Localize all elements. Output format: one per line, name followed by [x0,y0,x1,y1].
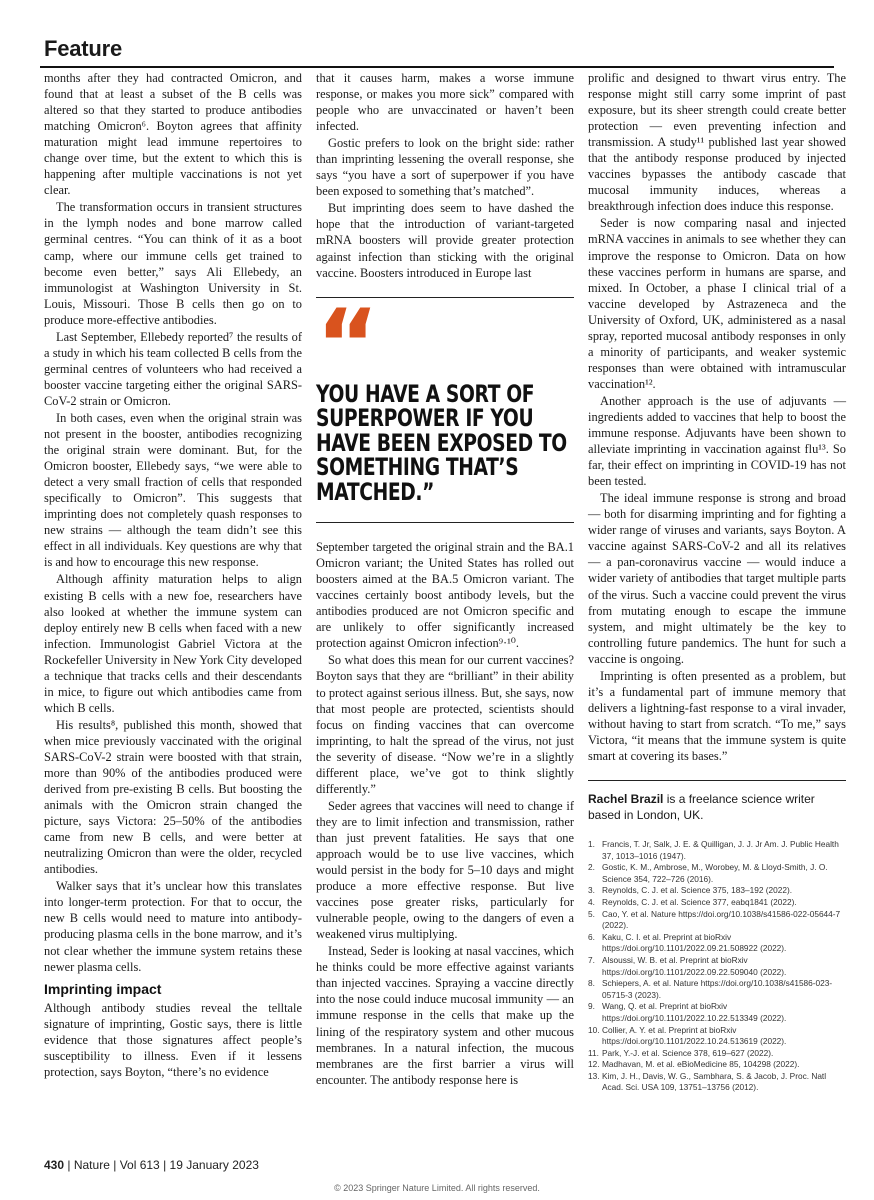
reference-number: 4. [588,896,595,907]
reference-item [588,1071,846,1094]
paragraph: prolific and designed to thwart virus entry. The response might still carry some imprint of past exposure, but its sheer strength could create better protection — even preventing infection and transmission. A study¹¹ published last year showed that the antibody response produced by injected vaccines bypasses the antibody cascade that mucosal immunity induces, whereas a breakthrough infection does induce this response. [588,71,846,214]
reference-text: Gostic, K. M., Ambrose, M., Worobey, M. & Lloyd-Smith, J. O. Science 354, 722–726 (2016). [602,862,828,884]
reference-item [588,862,846,885]
paragraph: In both cases, even when the original strain was not present in the booster, antibodies recognizing the original strain were dominant. But, for the Omicron booster, Ellebedy says, “we were able to detect a very small fraction of cells that responded specifically to Omicron”. This suggests that imprinting does not completely quash responses to new strains — although the team didn’t see this effect in all individuals. Key questions are why that is and how to encourage this new response. [44,410,302,570]
reference-number: 7. [588,954,595,965]
author-byline [588,780,846,823]
reference-text: Cao, Y. et al. Nature https://doi.org/10.1038/s41586-022-05644-7 (2022). [602,908,841,931]
paragraph: Although affinity maturation helps to align existing B cells with a new foe, researchers have also looked at whether the immune system can deploy entirely new B cells when faced with a new infection. Immunologist Gabriel Victora at the Rockefeller University in New York City developed a technique that tracks cells and their descendants in mice, to figure out which antibodies came from which B cells. [44,572,302,715]
paragraph: The transformation occurs in transient structures in the lymph nodes and bone marrow called germinal centres. “You can think of it as a boot camp, where our immune cells get trained to become even better,” says Ali Ellebedy, an immunologist at Washington University in St. Louis, Missouri. Those B cells then go on to produce more-effective antibodies. [44,200,302,327]
reference-text: Reynolds, C. J. et al. Science 375, 183–192 (2022). [602,885,793,896]
footer-separator: | [113,1158,117,1172]
reference-text: Kaku, C. I. et al. Preprint at bioRxiv https://doi.org/10.1101/2022.09.21.508922 (2022). [602,931,787,954]
author-bio: is a freelance science writer based in London, UK. [588,792,815,823]
page-number: 430 [44,1158,65,1172]
paragraph: Imprinting is often presented as a problem, but it’s a fundamental part of immune memory that delivers a lightning-fast response to a viral invader, without having to start from scratch. “To me,” says Victora, “it means that the immune system is quite smart at covering its bases.” [588,668,846,763]
volume: Vol 613 [119,1158,160,1172]
reference-item [588,932,846,955]
paragraph: Another approach is the use of adjuvants — ingredients added to vaccines that help to boost the immune response. Adjuvants have been shown to alleviate imprinting in vaccination against flu¹³. So far, their effect on imprinting in COVID-19 has not been tested. [588,393,846,489]
paragraph: Instead, Seder is looking at nasal vaccines, which he thinks could be more effective against variants than injected vaccines. Spraying a vaccine directly into the nose could induce mucosal immunity — an immune response in the cells that make up the lining of the respiratory system and other mucous membranes. In a natural infection, the mucous membranes are the first barrier a virus will encounter. The antibody response here is [316,944,574,1087]
header-rule [40,66,834,68]
paragraph: months after they had contracted Omicron, and found that at least a subset of the B cells was altered so that they started to produce antibodies matching Omicron⁶. Boyton agrees that affinity maturation might lead immune repertoires to change over time, but the extent to which this is happening after multiple vaccinations is not yet clear. [44,71,302,198]
copyright-notice: © 2023 Springer Nature Limited. All rights reserved. [334,1183,540,1193]
paragraph: Gostic prefers to look on the bright side: rather than imprinting lessening the overall response, she says “you have a sort of superpower if you have been exposed to something that’s matched”. [316,136,574,199]
journal-name: Nature [73,1158,110,1172]
paragraph: Last September, Ellebedy reported⁷ the results of a study in which his team collected B cells from the germinal centres of volunteers who had received a booster vaccine targeting either the original SARS-CoV-2 strain or Omicron. [44,329,302,408]
reference-item [588,1001,846,1024]
reference-text: Wang, Q. et al. Preprint at bioRxiv https://doi.org/10.1101/2022.10.22.513349 (2022). [602,1001,787,1023]
paragraph: But imprinting does seem to have dashed the hope that the introduction of variant-targeted mRNA boosters will provide greater protection against infection than sticking with the original vaccine. Boosters introduced in Europe last [316,201,574,280]
paragraph: The ideal immune response is strong and broad — both for disarming imprinting and for fighting a wider range of viruses and variants, says Boyton. A vaccine against SARS-CoV-2 and all its relatives — a pan-coronavirus vaccine — would induce a wider variety of antibodies that target multiple parts of the virus. Such a vaccine could prevent the virus from mutating enough to escape the immune system, and might ultimately be the key to controlling future pandemics. The hunt for such a vaccine is ongoing. [588,491,846,666]
reference-number: 12. [588,1059,600,1070]
reference-number: 10. [588,1024,600,1035]
paragraph: His results⁸, published this month, showed that when mice previously vaccinated with the original SARS-CoV-2 strain were boosted with that strain, more than 90% of the antibodies produced were derived from pre-existing B cells. But boosting the animals with the Omicron strain changed the picture, says Victora: 25–50% of the antibodies came from new B cells, and were better at neutralizing Omicron than were the older, recycled antibodies. [44,717,302,877]
reference-number: 6. [588,931,595,942]
paragraph: Although antibody studies reveal the telltale signature of imprinting, Gostic says, there is little evidence that those signatures affect people’s susceptibility to illness. Even if it lessens protection, says Boyton, “there’s no evidence [44,1000,302,1079]
reference-number: 2. [588,862,595,873]
reference-text: Madhavan, M. et al. eBioMedicine 85, 104298 (2022). [602,1059,800,1070]
paragraph: Seder agrees that vaccines will need to change if they are to limit infection and transmission, rather than just prevent fatalities. He says that one approach would be to use live vaccines, which would persist in the body for 5–10 days and might produce a more effective response. But live vaccines pose greater risks, particularly for vulnerable people, owing to the dangers of even a weakened virus multiplying. [316,798,574,942]
author-name: Rachel Brazil [588,792,664,807]
reference-item [588,1048,846,1060]
reference-number: 9. [588,1001,595,1012]
reference-text: Reynolds, C. J. et al. Science 377, eabq1841 (2022). [602,896,797,907]
reference-text: Park, Y.-J. et al. Science 378, 619–627 (2022). [602,1047,774,1058]
subheading: Imprinting impact [44,980,162,997]
column-3 [588,70,846,1094]
reference-text: Alsoussi, W. B. et al. Preprint at bioRxiv https://doi.org/10.1101/2022.09.22.509040 (2022). [602,954,787,977]
reference-item [588,885,846,897]
reference-item [588,1025,846,1048]
pull-quote [316,288,574,524]
paragraph: that it causes harm, makes a worse immune response, or makes you more sick” compared with people who are unvaccinated or haven’t been infected. [316,71,574,134]
reference-text: Collier, A. Y. et al. Preprint at bioRxiv https://doi.org/10.1101/2022.10.24.513619 (2022). [602,1024,787,1047]
column-2 [316,70,574,1088]
paragraph: Seder is now comparing nasal and injected mRNA vaccines in animals to see whether they can improve the response to Omicron. Data on how these vaccines perform in humans are sparse, and mixed. In October, a phase I clinical trial of a vaccine developed by Astrazeneca and the University of Oxford, UK, administered as a nasal spray, reported mucosal antibody responses in only a minority of participants, and weaker systemic responses than were obtained with intramuscular vaccination¹². [588,216,846,391]
reference-text: Schiepers, A. et al. Nature https://doi.org/10.1038/s41586-023-05715-3 (2023). [602,978,833,1000]
reference-number: 3. [588,885,595,896]
column-1 [44,70,302,1080]
footer-separator: | [163,1158,167,1172]
reference-number: 8. [588,978,595,989]
reference-item [588,1059,846,1071]
reference-item [588,978,846,1001]
reference-number: 1. [588,839,595,850]
reference-number: 5. [588,908,595,919]
reference-text: Francis, T. Jr, Salk, J. E. & Quilligan, J. J. Jr Am. J. Public Health 37, 1013–1016 (1947). [602,839,839,861]
reference-item [588,897,846,909]
reference-item [588,909,846,932]
quote-mark-icon: “ [316,288,380,401]
paragraph: So what does this mean for our current vaccines? Boyton says that they are “brilliant” in their ability to protect against serious illness. But, she says, now that most people are protected, scientists should focus on finding vaccines that can overcome imprinting, to halt the spread of the virus, not just the severity of disease. “Now we’re in a slightly different place, we’ve got to think slightly differently.” [316,653,574,796]
reference-item [588,839,846,862]
reference-item [588,955,846,978]
page-footer [44,1158,259,1172]
pull-quote-text: YOU HAVE A SORT OF SUPERPOWER IF YOU HAVE BEEN EXPOSED TO SOMETHING THAT’S MATCHED.” [316,379,567,506]
reference-number: 11. [588,1047,599,1058]
reference-number: 13. [588,1070,600,1081]
footer-separator: | [67,1158,71,1172]
paragraph: September targeted the original strain and the BA.1 Omicron variant; the United States has rolled out boosters aimed at the BA.5 Omicron variant. The vaccines certainly boost antibody levels, but the antibodies produced are not Omicron specific and are unlikely to offer significantly increased protection against Omicron infection⁹·¹⁰. [316,540,574,651]
paragraph: Walker says that it’s unclear how this translates into longer-term protection. For that to occur, the new B cells would need to mature into antibody-producing plasma cells in the bone marrow, and it’s not clear whether the immune system retains these newer plasma cells. [44,879,302,974]
issue-date: 19 January 2023 [169,1158,259,1172]
references [588,839,846,1094]
reference-text: Kim, J. H., Davis, W. G., Sambhara, S. & Jacob, J. Proc. Natl Acad. Sci. USA 109, 13751–13756 (2012). [602,1070,827,1093]
section-title: Feature [44,36,123,61]
